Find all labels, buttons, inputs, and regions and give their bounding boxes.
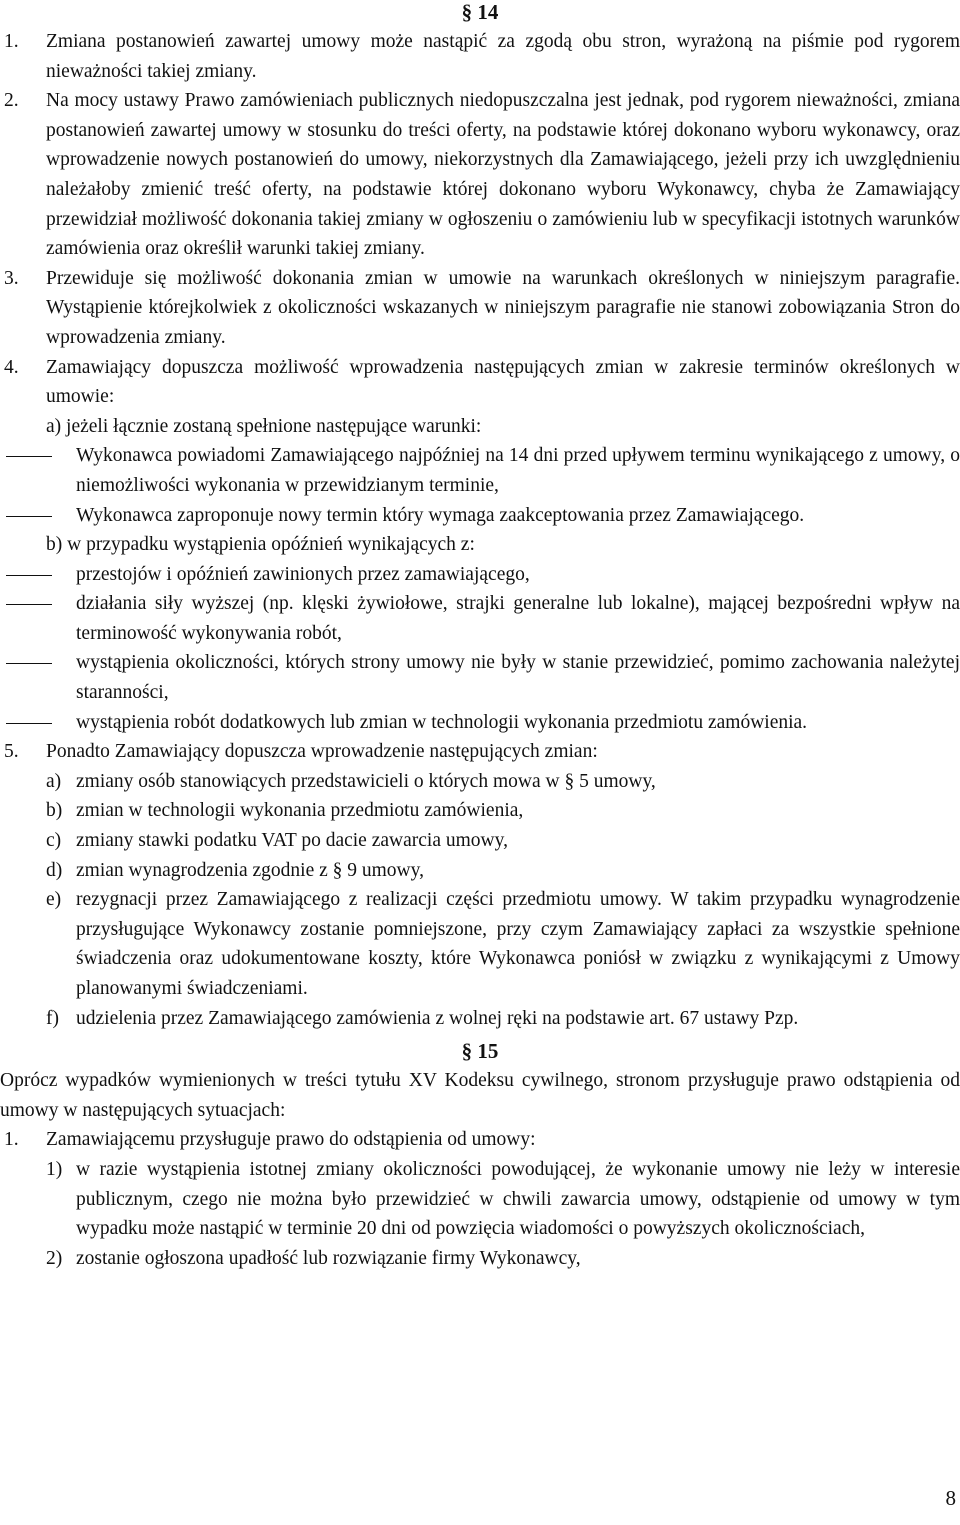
section-14-item-1	[0, 27, 960, 86]
item-4-b-dash-3	[0, 648, 960, 707]
sub-text: zmian wynagrodzenia zgodnie z § 9 umowy,	[76, 859, 425, 881]
sub-label: d)	[46, 859, 63, 881]
section-15-sub-2	[0, 1244, 960, 1274]
section-14-item-3	[0, 264, 960, 353]
section-14-heading: § 14	[461, 0, 499, 24]
item-4-a	[0, 412, 960, 442]
dash-text: wystąpienia okoliczności, których strony umowy nie były w stanie przewidzieć, pomimo zachowania należytej staranności,	[76, 652, 960, 704]
section-15-intro: Oprócz wypadków wymienionych w treści tytułu XV Kodeksu cywilnego, stronom przysługuje prawo odstąpienia od umowy w następujących sytuacjach:	[0, 1070, 960, 1121]
item-5-a	[0, 767, 960, 797]
sub-text: w razie wystąpienia istotnej zmiany okoliczności powodującej, że wykonanie umowy nie leży w interesie publicznym, czego nie można było przewidzieć w chwili zawarcia umowy, odstąpienie od umowy w tym wypadku może nastąpić w terminie 20 dni od powzięcia wiadomości o powyższych okolicznościach,	[76, 1158, 960, 1240]
sub-text: zmiany stawki podatku VAT po dacie zawarcia umowy,	[76, 830, 508, 852]
sub-label: b)	[46, 534, 63, 556]
item-4-a-dash-1	[0, 441, 960, 500]
dash-bullet	[6, 456, 52, 457]
section-15-heading: § 15	[461, 1039, 499, 1064]
section-14-item-4	[0, 353, 960, 412]
dash-bullet	[6, 575, 52, 576]
item-4-b-dash-2	[0, 589, 960, 648]
sub-text: zmiany osób stanowiących przedstawicieli o których mowa w § 5 umowy,	[76, 770, 656, 792]
dash-bullet	[6, 723, 52, 724]
item-4-b	[0, 530, 960, 560]
item-number: 2.	[4, 90, 19, 112]
section-15-sub-1	[0, 1155, 960, 1244]
dash-bullet	[6, 516, 52, 517]
item-text: Ponadto Zamawiający dopuszcza wprowadzenie następujących zmian:	[46, 741, 598, 763]
item-text: Zamawiający dopuszcza możliwość wprowadzenia następujących zmian w zakresie terminów określonych w umowie:	[46, 356, 960, 408]
item-number: 3.	[4, 267, 19, 289]
sub-text: rezygnacji przez Zamawiającego z realizacji części przedmiotu umowy. W takim przypadku wynagrodzenie przysługujące Wykonawcy zostanie pomniejszone, przy czym Zamawiający zapłaci za wszystkie spełnione świadczenia oraz udokumentowane koszty, które Wykonawca poniósł w związku z wynikającymi z Umowy planowanymi świadczeniami.	[76, 889, 960, 999]
item-5-f	[0, 1004, 960, 1034]
item-text: Zamawiającemu przysługuje prawo do odstąpienia od umowy:	[46, 1129, 536, 1151]
sub-text: jeżeli łącznie zostaną spełnione następujące warunki:	[66, 415, 482, 437]
item-5-c	[0, 826, 960, 856]
item-number: 5.	[4, 741, 19, 763]
dash-text: przestojów i opóźnień zawinionych przez zamawiającego,	[76, 563, 530, 585]
dash-bullet	[6, 663, 52, 664]
sub-label: 2)	[46, 1247, 63, 1269]
dash-bullet	[6, 604, 52, 605]
item-text: Na mocy ustawy Prawo zamówieniach publicznych niedopuszczalna jest jednak, pod rygorem nieważności, zmiana postanowień zawartej umowy w stosunku do treści oferty, na podstawie której dokonano wyboru wykonawcy, oraz wprowadzenie nowych postanowień do umowy, niekorzystnych dla Zamawiającego, jeżeli przy ich uwzględnieniu należałoby zmienić treść oferty, na podstawie której dokonano wyboru Wykonawcy, chyba że Zamawiający przewidział możliwość dokonania takiej zmiany w ogłoszeniu o zamówieniu lub w specyfikacji istotnych warunków zamówienia oraz określił warunki takiej zmiany.	[46, 90, 960, 260]
sub-text: zmian w technologii wykonania przedmiotu zamówienia,	[76, 800, 524, 822]
item-text: Przewiduje się możliwość dokonania zmian w umowie na warunkach określonych w niniejszym paragrafie. Wystąpienie którejkolwiek z okoliczności wskazanych w niniejszym paragrafie nie stanowi zobowiązania Stron do wprowadzenia zmiany.	[46, 267, 960, 348]
sub-label: e)	[46, 889, 62, 911]
section-14-item-2	[0, 86, 960, 264]
item-5-e	[0, 885, 960, 1003]
sub-text: w przypadku wystąpienia opóźnień wynikających z:	[67, 534, 475, 556]
item-4-a-dash-2	[0, 501, 960, 531]
section-15-item-1	[0, 1125, 960, 1155]
dash-text: Wykonawca zaproponuje nowy termin który wymaga zaakceptowania przez Zamawiającego.	[76, 504, 805, 526]
item-5-b	[0, 796, 960, 826]
item-4-b-dash-4	[0, 708, 960, 738]
dash-text: wystąpienia robót dodatkowych lub zmian w technologii wykonania przedmiotu zamówienia.	[76, 711, 808, 733]
item-4-b-dash-1	[0, 560, 960, 590]
sub-label: 1)	[46, 1158, 63, 1180]
item-number: 4.	[4, 356, 19, 378]
item-text: Zmiana postanowień zawartej umowy może nastąpić za zgodą obu stron, wyrażoną na piśmie pod rygorem nieważności takiej zmiany.	[46, 31, 960, 82]
sub-label: a)	[46, 770, 62, 792]
sub-text: zostanie ogłoszona upadłość lub rozwiązanie firmy Wykonawcy,	[76, 1247, 581, 1269]
sub-label: c)	[46, 830, 62, 852]
sub-label: a)	[46, 415, 62, 437]
sub-label: b)	[46, 800, 63, 822]
sub-label: f)	[46, 1007, 59, 1029]
page-number: 8	[945, 1486, 956, 1510]
sub-text: udzielenia przez Zamawiającego zamówienia z wolnej ręki na podstawie art. 67 ustawy Pzp.	[76, 1007, 799, 1029]
item-number: 1.	[4, 31, 19, 52]
dash-text: działania siły wyższej (np. klęski żywiołowe, strajki generalne lub lokalne), mającej bezpośredni wpływ na terminowość wykonywania robót,	[76, 593, 960, 644]
item-number: 1.	[4, 1129, 19, 1151]
dash-text: Wykonawca powiadomi Zamawiającego najpóźniej na 14 dni przed upływem terminu wynikającego z umowy, o niemożliwości wykonania w przewidzianym terminie,	[76, 445, 960, 496]
item-5-d	[0, 856, 960, 886]
section-14-item-5	[0, 737, 960, 767]
